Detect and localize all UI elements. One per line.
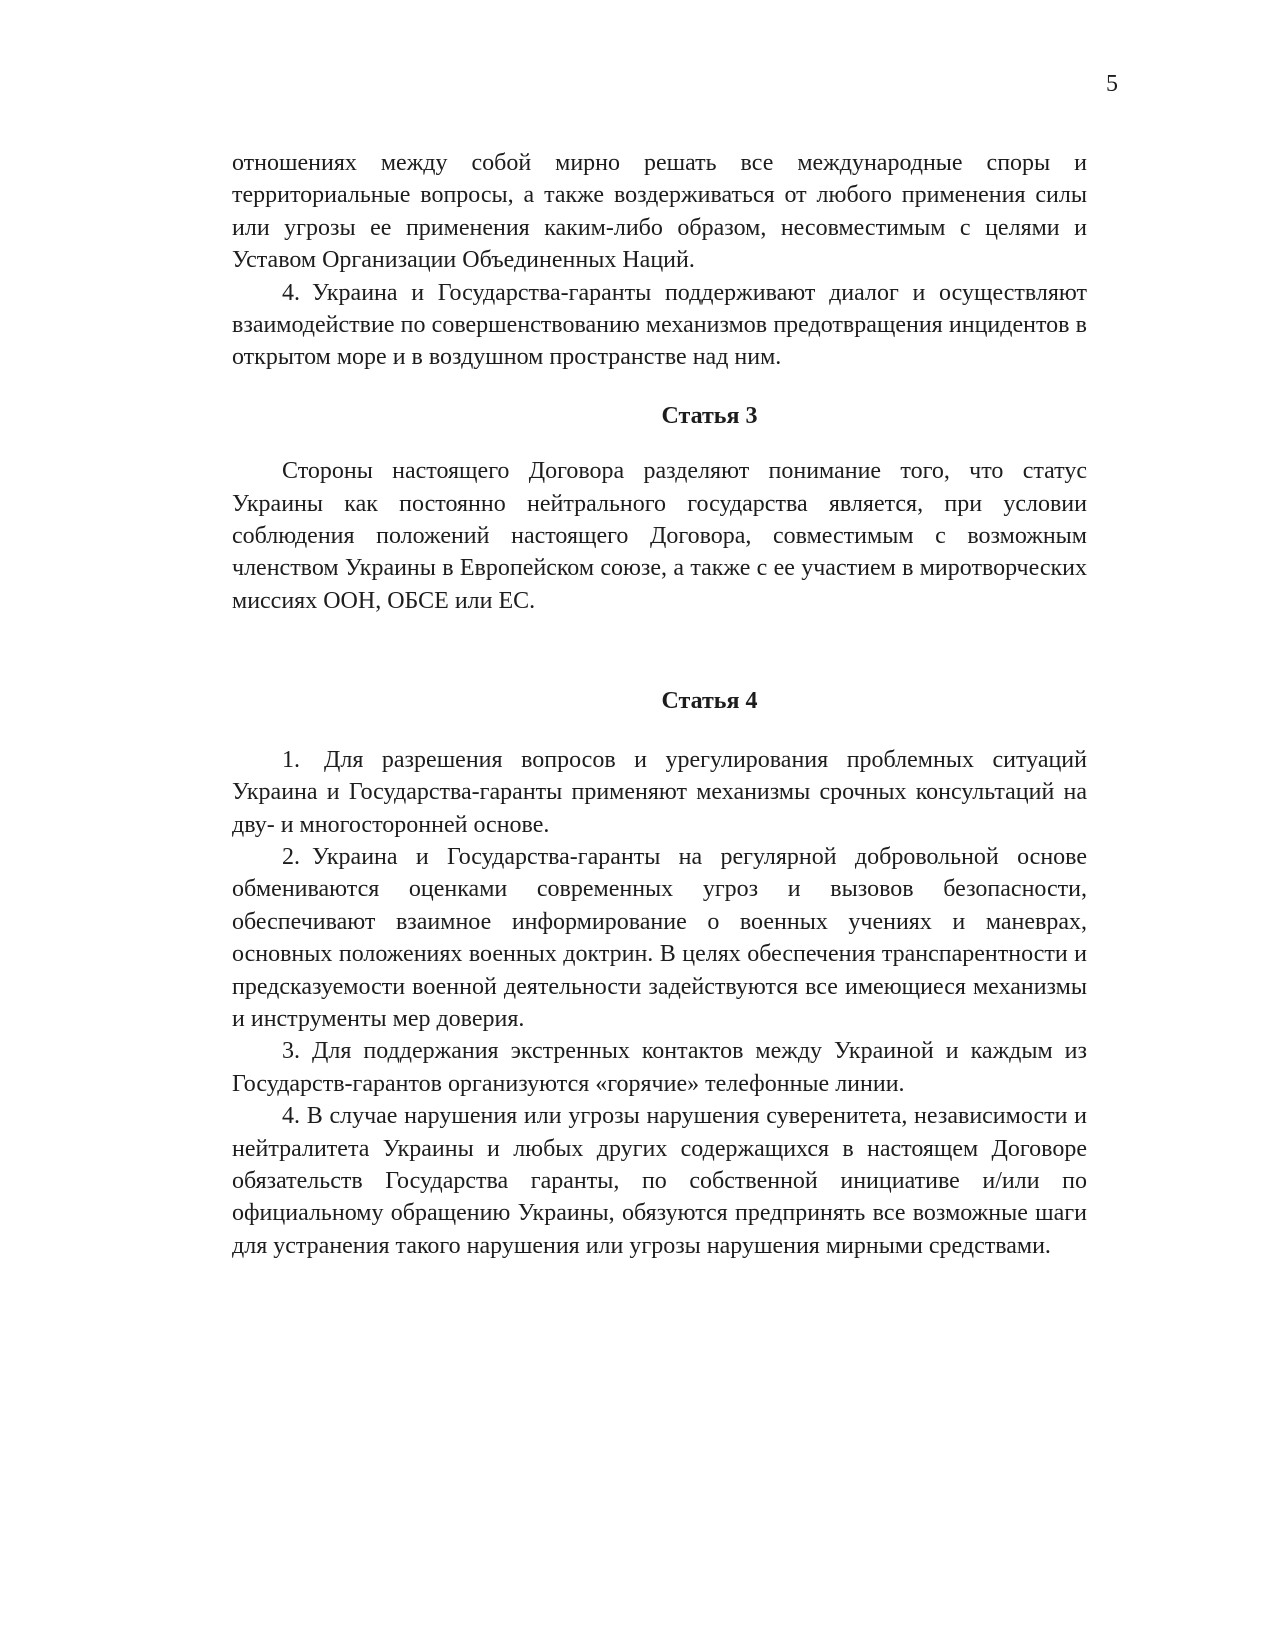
document-body: [232, 147, 1087, 1262]
paragraph-article4-item2: 2. Украина и Государства-гаранты на регулярной добровольной основе обмениваются оценками современных угроз и вызовов безопасности, обеспечивают взаимное информирование о военных учениях и маневрах, основных положениях военных доктрин. В целях обеспечения транспарентности и предсказуемости военной деятельности задействуются все имеющиеся механизмы и инструменты мер доверия.: [232, 843, 1087, 1032]
page-number: 5: [1106, 71, 1118, 97]
paragraph-article3-body: Стороны настоящего Договора разделяют понимание того, что статус Украины как постоянно нейтрального государства является, при условии соблюдения положений настоящего Договора, совместимым с возможным членством Украины в Европейском союзе, а также с ее участием в миротворческих миссиях ООН, ОБСЕ или ЕС.: [232, 458, 1087, 614]
paragraph-article4-item3: 3. Для поддержания экстренных контактов между Украиной и каждым из Государств-гарантов организуются «горячие» телефонные линии.: [232, 1038, 1087, 1097]
paragraph-article2-item4: 4. Украина и Государства-гаранты поддерживают диалог и осуществляют взаимодействие по совершенствованию механизмов предотвращения инцидентов в открытом море и в воздушном пространстве над ним.: [232, 279, 1087, 371]
paragraph-article2-continuation: отношениях между собой мирно решать все международные споры и территориальные вопросы, а также воздерживаться от любого применения силы или угрозы ее применения каким-либо образом, несовместимым с целями и Уставом Организации Объединенных Наций.: [232, 150, 1087, 274]
heading-article-4: Статья 4: [661, 688, 758, 715]
paragraph-article4-item4: 4. В случае нарушения или угрозы нарушения суверенитета, независимости и нейтралитета Украины и любых других содержащихся в настоящем Договоре обязательств Государства гаранты, по собственной инициативе и/или по официальному обращению Украины, обязуются предпринять все возможные шаги для устранения такого нарушения или угрозы нарушения мирными средствами.: [232, 1103, 1087, 1259]
paragraph-article4-item1: 1. Для разрешения вопросов и урегулирования проблемных ситуаций Украина и Государства-гаранты применяют механизмы срочных консультаций на дву- и многосторонней основе.: [232, 746, 1087, 838]
heading-article-3: Статья 3: [661, 402, 758, 429]
